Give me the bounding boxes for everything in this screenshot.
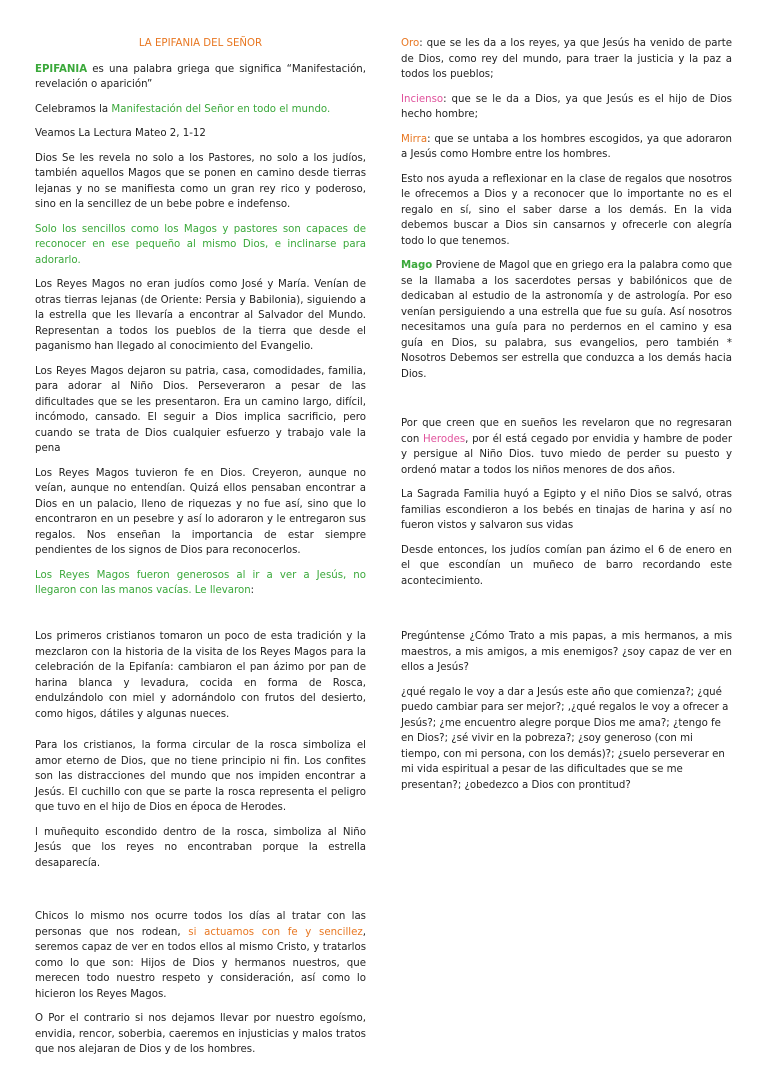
paragraph-primeros-cristianos: Los primeros cristianos tomaron un poco de esta tradición y la mezclaron con la historia de la visita de los Reyes Magos para la celebración de la Epifanía: cambiaron el pan ázimo por pan de harina blanca y levadura, cocida en forma de Rosca, endulzándolo con miel y adornándolo con frutos del desierto, como higos, dátiles y algunas nueces.	[35, 631, 366, 720]
paragraph-reyes-dejaron: Los Reyes Magos dejaron su patria, casa, comodidades, familia, para adorar al Niño Dios. Perseveraron a pesar de las dificultades que se les presentaron. Era un camino largo, difícil, incómodo, cansado. El seguir a Dios implica sacrificio, pero cuando se trata de Dios cualquier esfuerzo y trabajo vale la pena	[35, 365, 366, 454]
paragraph-contrario: O Por el contrario si nos dejamos llevar por nuestro egoísmo, envidia, rencor, soberbia, caeremos en injusticias y malos tratos que nos alejaran de Dios y de los hombres.	[35, 1013, 366, 1055]
paragraph-lectura: Veamos La Lectura Mateo 2, 1-12	[35, 128, 206, 139]
paragraph-preguntas: ¿qué regalo le voy a dar a Jesús este año que comienza?; ¿qué puedo cambiar para ser mejor?; ,¿qué regalos le voy a ofrecer a Jesús?; ¿me encuentro alegre porque Dios me ama?; ¿tengo fe en Dios?; ¿sé vivir en la pobreza?; ¿soy generoso (con mi tiempo, con mi persona, con los demás)?; ¿suelo perseverar en mi vida espiritual a pesar de las dificultades que se me presentan?; ¿obedezco a Dios con prontitud?	[401, 686, 729, 791]
paragraph-revelacion: Dios Se les revela no solo a los Pastores, no solo a los judíos, también aquellos Magos que se ponen en camino desde tierras lejanas y no se manifiesta como un gran rey rico y poderoso, sino en la sencillez de un bebe pobre e indefenso.	[35, 152, 366, 210]
paragraph-celebramos	[35, 102, 366, 118]
chicos-text: , seremos capaz de ver en todos ellos al mismo Cristo, y tratarlos como lo que son: Hijos de Dios y hermanos nuestros, que merecen todo nuestro respeto y consideración, así como lo hicieron los Reyes Magos.	[35, 926, 367, 1000]
paragraph-mago	[401, 258, 732, 382]
right-column-top	[401, 36, 732, 598]
paragraph-sencillos: Solo los sencillos como los Magos y pastores son capaces de reconocer en ese pequeño al mismo Dios, e inclinarse para adorarlo.	[35, 223, 366, 266]
paragraph-epifania	[35, 62, 366, 93]
paragraph-pan-azimo: Desde entonces, los judíos comían pan ázimo el 6 de enero en el que escondían un muñeco de barro recordando este acontecimiento.	[401, 544, 732, 587]
chicos-intro: Chicos lo mismo nos ocurre todos los días al tratar con las personas que nos rodean,	[35, 911, 366, 938]
fe-sencillez-highlight: si actuamos con fe y sencillez	[188, 926, 363, 938]
paragraph-munequito: l muñequito escondido dentro de la rosca, simboliza al Niño Jesús que los reyes no encontraban porque la estrella desaparecía.	[35, 826, 366, 869]
paragraph-generosos	[35, 568, 366, 599]
paragraph-reflexionar: Esto nos ayuda a reflexionar en la clase de regalos que nosotros le ofrecemos a Dios y a reconocer que lo importante no es el regalo en sí, sino el saber darse a los demás. En la vida debemos buscar a Dios sin cansarnos y ofrecerle con alegría todo lo que tenemos.	[401, 173, 732, 247]
generosos-colon: :	[250, 585, 255, 596]
paragraph-forma-circular: Para los cristianos, la forma circular de la rosca simboliza el amor eterno de Dios, que no tiene principio ni fin. Los confites son las distracciones del mundo que nos impiden encontrar a Jesús. El cuchillo con que se parte la rosca representa el peligro que tuvo en el hijo de Dios en época de Herodes.	[35, 740, 366, 813]
celebramos-text: Celebramos la	[35, 103, 112, 115]
paragraph-oro	[401, 36, 732, 83]
herodes-text: , por él está cegado por envidia y hambre de poder y persigue al Niño Dios. tuvo miedo de perder su puesto y ordenó matar a todos los niños menores de dos años.	[401, 433, 733, 476]
page-title: LA EPIFANIA DEL SEÑOR	[138, 38, 263, 49]
paragraph-mirra	[401, 132, 732, 163]
generosos-highlight: Los Reyes Magos fueron generosos al ir a ver a Jesús, no llegaron con las manos vacías. Le llevaron	[35, 569, 366, 596]
paragraph-reyes-no-judios: Los Reyes Magos no eran judíos como José y María. Venían de otras tierras lejanas (de Oriente: Persia y Babilonia), siguiendo a la estrella que les llevaría a encontrar al Salvador del Mundo. Representan a todos los pueblos de la tierra que desde el paganismo han llegado al conocimiento del Evangelio.	[35, 279, 366, 352]
left-column-bottom	[35, 629, 366, 1067]
paragraph-incienso	[401, 92, 732, 123]
right-column-bottom	[401, 629, 732, 802]
mago-text: Proviene de Magol que en griego era la palabra como que se la llamaba a los sacerdotes persas y babilónicos que de dedicaban al estudio de la astronomía y de astrología. Por eso venían persiguiendo a una estrella que fue su guía. Así nosotros necesitamos una guía para no perdernos en el camino y esa guía en Dios, su palabra, sus evangelios, pero también * Nosotros Debemos ser estrella que conduzca a los demás hacia Dios.	[401, 260, 732, 380]
epifania-definition: es una palabra griega que significa “Manifestación, revelación o aparición”	[35, 63, 366, 90]
paragraph-chicos	[35, 909, 366, 1002]
term-epifania: EPIFANIA	[35, 63, 88, 75]
paragraph-sagrada-familia: La Sagrada Familia huyó a Egipto y el niño Dios se salvó, otras familias escondieron a los bebés en tinajas de harina y así no fueron vistos y salvaron sus vidas	[401, 489, 732, 531]
term-herodes: Herodes	[422, 433, 466, 445]
paragraph-herodes	[401, 416, 732, 478]
left-column-top	[35, 36, 366, 608]
oro-text: : que se les da a los reyes, ya que Jesús ha venido de parte de Dios, como rey del mundo, para traer la justicia y la paz a todos los pueblos;	[401, 38, 732, 80]
term-mago: Mago	[401, 260, 433, 271]
term-oro: Oro	[401, 38, 420, 49]
paragraph-reyes-fe: Los Reyes Magos tuvieron fe en Dios. Creyeron, aunque no veían, aunque no entendían. Quizá ellos pensaban encontrar a Dios en un palacio, lleno de riquezas y no fue así, sino que lo encontraron en un pesebre y así lo adoraron y le entregaron sus regalos. Nos enseñan la importancia de estar siempre pendientes de los signos de Dios para reconocerlos.	[35, 467, 366, 556]
incienso-text: : que se le da a Dios, ya que Jesús es el hijo de Dios hecho hombre;	[401, 93, 732, 120]
term-mirra: Mirra	[401, 133, 428, 145]
term-incienso: Incienso	[401, 93, 444, 105]
manifestacion-highlight: Manifestación del Señor en todo el mundo.	[111, 103, 331, 115]
herodes-intro: Por que creen que en sueños les revelaron que no regresaran con	[401, 418, 732, 445]
paragraph-preguntense: Pregúntense ¿Cómo Trato a mis papas, a mis hermanos, a mis maestros, a mis amigos, a mis enemigos? ¿soy capaz de ver en ellos a Jesús?	[401, 631, 732, 673]
mirra-text: : que se untaba a los hombres escogidos, ya que adoraron a Jesús como Hombre entre los hombres.	[401, 133, 732, 160]
